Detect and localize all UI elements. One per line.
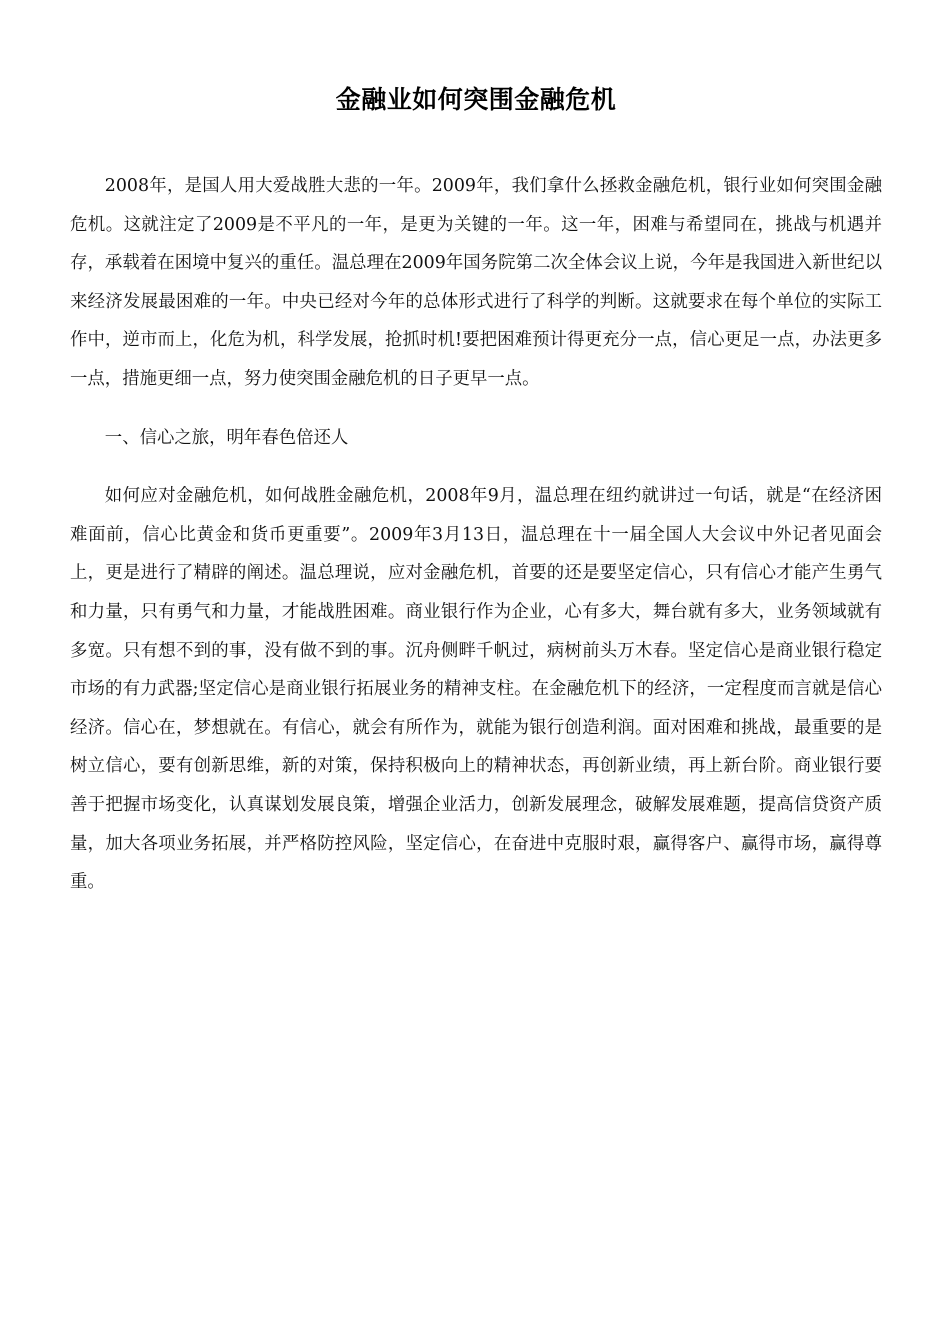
section-paragraph: 如何应对金融危机，如何战胜金融危机，2008年9月，温总理在纽约就讲过一句话，就是“在经济困难面前，信心比黄金和货币更重要”。2009年3月13日，温总理在十一届全国人大会议中外记者见面会上，更是进行了精辟的阐述。温总理说，应对金融危机，首要的还是要坚定信心，只有信心才能产生勇气和力量，只有勇气和力量，才能战胜困难。商业银行作为企业，心有多大，舞台就有多大，业务领域就有多宽。只有想不到的事，没有做不到的事。沉舟侧畔千帆过，病树前头万木春。坚定信心是商业银行稳定市场的有力武器;坚定信心是商业银行拓展业务的精神支柱。在金融危机下的经济，一定程度而言就是信心经济。信心在，梦想就在。有信心，就会有所作为，就能为银行创造利润。面对困难和挑战，最重要的是树立信心，要有创新思维，新的对策，保持积极向上的精神状态，再创新业绩，再上新台阶。商业银行要善于把握市场变化，认真谋划发展良策，增强企业活力，创新发展理念，破解发展难题，提高信贷资产质量，加大各项业务拓展，并严格防控风险，坚定信心，在奋进中克服时艰，赢得客户、赢得市场，赢得尊重。 [70, 486, 882, 893]
intro-paragraph: 2008年，是国人用大爱战胜大悲的一年。2009年，我们拿什么拯救金融危机，银行业如何突围金融危机。这就注定了2009是不平凡的一年，是更为关键的一年。这一年，困难与希望同在，挑战与机遇并存，承载着在困境中复兴的重任。温总理在2009年国务院第二次全体会议上说，今年是我国进入新世纪以来经济发展最困难的一年。中央已经对今年的总体形式进行了科学的判断。这就要求在每个单位的实际工作中，逆市而上，化危为机，科学发展，抢抓时机!要把困难预计得更充分一点，信心更足一点，办法更多一点，措施更细一点，努力使突围金融危机的日子更早一点。 [70, 176, 882, 389]
document-title: 金融业如何突围金融危机 [335, 85, 617, 114]
section-heading: 一、信心之旅，明年春色倍还人 [104, 427, 349, 448]
